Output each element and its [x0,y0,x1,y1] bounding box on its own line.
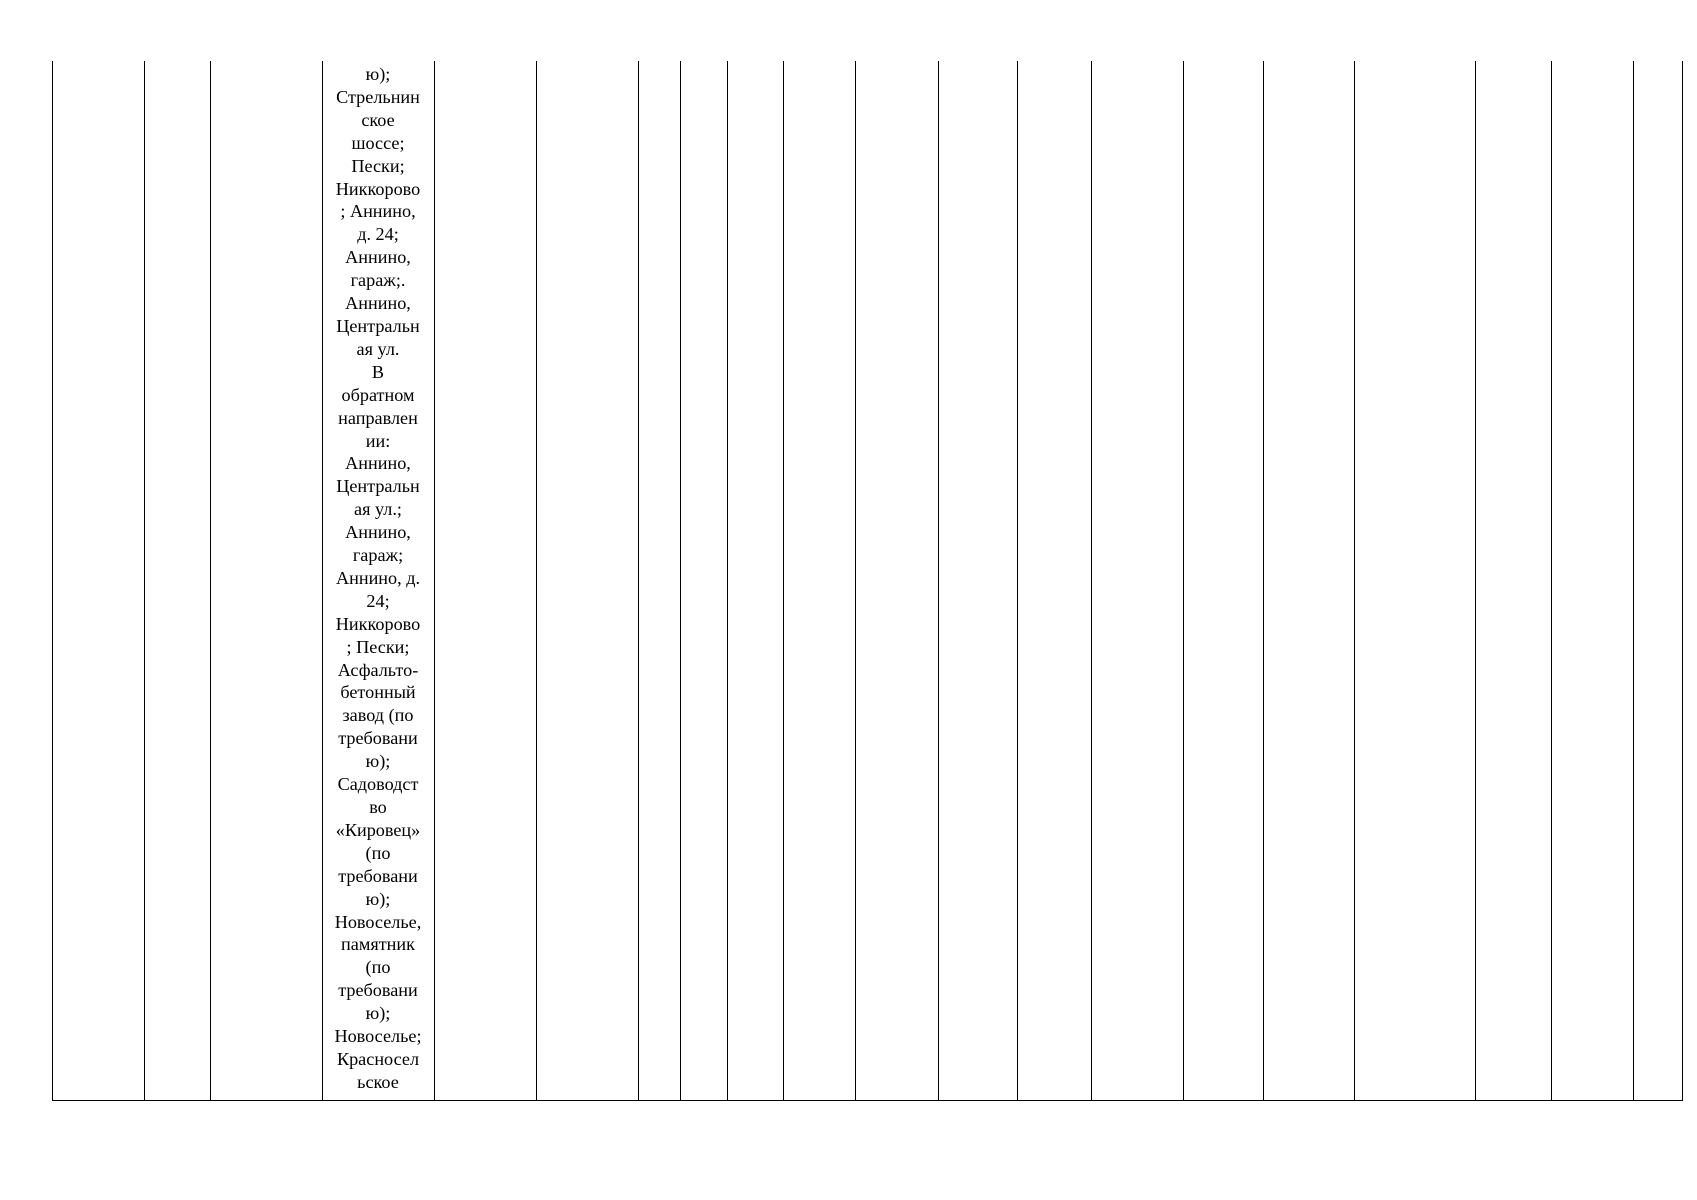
stop-text-line: гараж;. [350,270,406,291]
stop-text-line: шоссе; [351,132,405,153]
stop-text-line: ая ул. [356,338,400,359]
table-column-5 [434,61,536,1101]
table-column-10 [783,61,855,1101]
stop-text-line: д. 24; [357,224,399,245]
stop-text-line: требовани [338,865,418,886]
stop-text-line: Садоводст [337,774,419,795]
stop-text-line: (по [365,957,391,978]
stop-text-line: ; Аннино, [340,201,416,222]
stop-text-line: Красносел [336,1048,420,1069]
stop-text-line: Никкорово [335,613,421,634]
table-bottom-border [52,1100,1683,1101]
table-column-12 [938,61,1017,1101]
table-column-7 [638,61,680,1101]
stop-text-line: Новоселье; [334,1026,422,1047]
stop-text-line: Асфальто- [337,659,419,680]
stop-text-line: памятник [341,934,415,955]
table-column-9 [727,61,783,1101]
table-column-2 [144,61,210,1101]
stop-text-line: ское [361,109,395,130]
stop-text-line: требовани [338,980,418,1001]
table-column-18 [1475,61,1551,1101]
stop-text-line: обратном [341,384,415,405]
table-column-6 [536,61,638,1101]
stop-text-line: «Кировец» [335,819,421,840]
table-column-8 [680,61,727,1101]
stop-text-line: (по [365,842,391,863]
table-column-20 [1633,61,1683,1101]
stop-text-line: требовани [338,728,418,749]
stop-text-line: ая ул.; [354,499,402,520]
stop-text-line: во [369,797,387,817]
stop-text-line: ю); [365,1003,391,1024]
stop-text-line: Никкорово [335,178,421,199]
stop-text-line: Центральн [336,315,420,336]
table-column-19 [1551,61,1633,1101]
stop-text-line: ии: [365,430,391,451]
table-column-14 [1091,61,1183,1101]
stop-text-line: ю); [365,751,391,772]
stop-text-line: бетонный [340,682,416,703]
table-column-11 [855,61,938,1101]
table-column-15 [1183,61,1263,1101]
stop-text-line: 24; [366,590,390,611]
table-column-17 [1354,61,1475,1101]
stop-text-line: Аннино, [345,247,411,268]
table-column-13 [1017,61,1091,1101]
stop-text-line: Аннино, [345,522,411,543]
stop-text-line: завод (по [342,705,414,726]
stop-text-line: направлен [338,407,418,428]
stop-text-line: Аннино, [345,453,411,474]
route-stops-cell [322,61,434,1101]
stop-text-line: гараж; [352,545,404,566]
stop-text-line: ьское [357,1071,399,1092]
stop-text-line: Стрельнин [336,86,420,107]
stop-text-line: Аннино, [345,293,411,314]
stop-text-line: ю); [365,888,391,909]
stop-text-line: Новоселье, [334,911,422,932]
stop-text-line: Пески; [351,155,405,176]
stop-text-line: ; Пески; [346,636,410,657]
table-column-1 [52,61,144,1101]
table-column-3 [210,61,322,1101]
stop-text-line: Аннино, д. [335,567,421,588]
stop-text-line: В [371,361,385,382]
table-column-16 [1263,61,1354,1101]
stop-text-line: ю); [365,64,391,84]
stop-text-line: Центральн [336,476,420,497]
